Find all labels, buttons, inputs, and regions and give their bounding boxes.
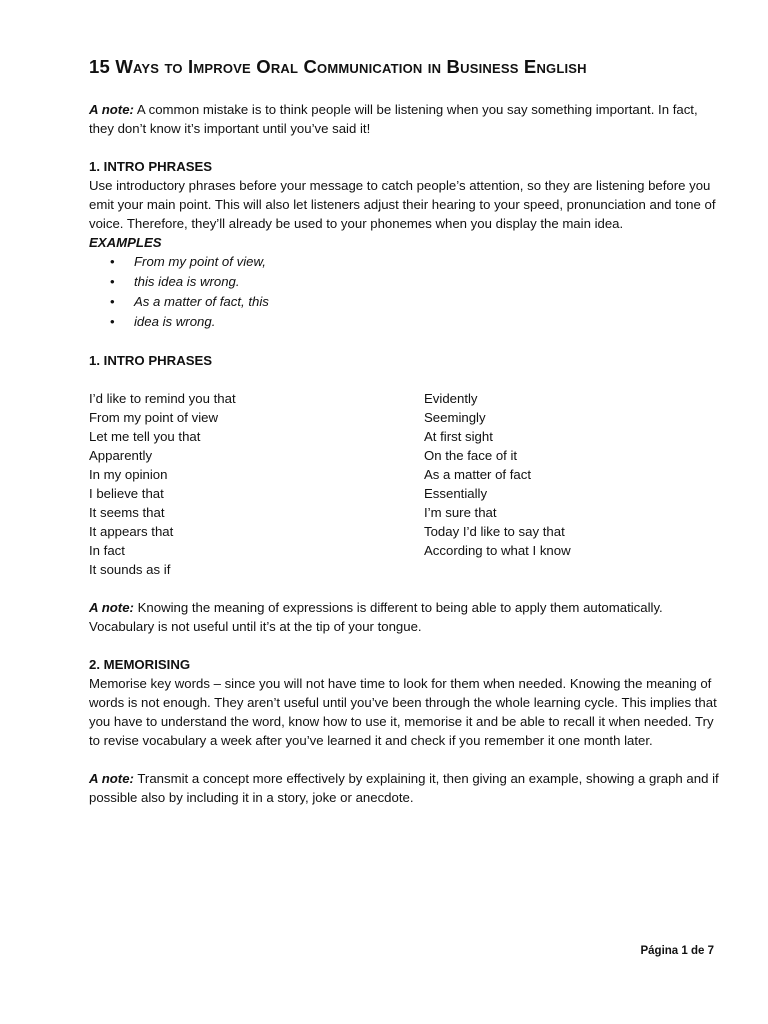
- example-text: this idea is wrong.: [134, 274, 240, 289]
- phrase-item: It sounds as if: [89, 562, 171, 577]
- note-2-text: Knowing the meaning of expressions is different to being able to apply them automatically. Vocabulary is not useful until it’s at the tip of your tongue.: [89, 600, 663, 634]
- list-item: [89, 312, 719, 332]
- list-item: [89, 272, 719, 292]
- phrase-item: Let me tell you that: [89, 429, 201, 444]
- phrase-item: I’m sure that: [424, 505, 497, 520]
- section-1-heading: 1. INTRO PHRASES: [89, 159, 213, 174]
- document-title: 15 Ways to Improve Oral Communication in Business English: [89, 56, 587, 77]
- bullet-icon: •: [110, 294, 115, 309]
- section-1b-heading: 1. INTRO PHRASES: [89, 353, 213, 368]
- examples-label: EXAMPLES: [89, 235, 162, 250]
- intro-phrases-left-column: [89, 389, 424, 579]
- note-1-text: A common mistake is to think people will be listening when you say something important. In fact, they don’t know it’s important until you’ve said it!: [89, 102, 698, 136]
- note-3-text: Transmit a concept more effectively by explaining it, then giving an example, showing a graph and if possible also by including it in a story, joke or anecdote.: [89, 771, 719, 805]
- note-3-label: A note:: [89, 771, 134, 786]
- example-text: As a matter of fact, this: [134, 294, 269, 309]
- section-2-heading: 2. MEMORISING: [89, 657, 191, 672]
- phrase-item: According to what I know: [424, 543, 571, 558]
- phrase-item: It appears that: [89, 524, 174, 539]
- list-item: [89, 292, 719, 312]
- note-2-label: A note:: [89, 600, 134, 615]
- bullet-icon: •: [110, 314, 115, 329]
- phrase-item: Seemingly: [424, 410, 486, 425]
- phrase-item: I believe that: [89, 486, 164, 501]
- phrase-item: In fact: [89, 543, 125, 558]
- list-item: [89, 252, 719, 272]
- document-page: [89, 56, 719, 807]
- example-text: From my point of view,: [134, 254, 266, 269]
- example-text: idea is wrong.: [134, 314, 216, 329]
- phrase-item: Today I’d like to say that: [424, 524, 565, 539]
- page-number: Página 1 de 7: [640, 945, 714, 957]
- phrase-item: From my point of view: [89, 410, 218, 425]
- phrase-item: It seems that: [89, 505, 165, 520]
- phrase-item: On the face of it: [424, 448, 518, 463]
- intro-phrases-right-column: [424, 389, 719, 579]
- phrase-item: Apparently: [89, 448, 153, 463]
- note-2: [89, 598, 719, 636]
- bullet-icon: •: [110, 254, 115, 269]
- section-2-body: Memorise key words – since you will not have time to look for them when needed. Knowing the meaning of words is not enough. They aren’t useful until you’ve been through the whole learning cycle. This implies that you have to understand the word, know how to use it, memorise it and be able to recall it when needed. Try to revise vocabulary a week after you’ve learned it and check if you remember it one month later.: [89, 676, 717, 748]
- note-1: [89, 100, 719, 138]
- examples-list: [89, 252, 719, 332]
- note-3: [89, 769, 719, 807]
- phrase-item: As a matter of fact: [424, 467, 532, 482]
- section-1-body: Use introductory phrases before your message to catch people’s attention, so they are listening before you emit your main point. This will also let listeners adjust their hearing to your speed, pronunciation and tone of voice. Therefore, they’ll already be used to your phonemes when you display the main idea.: [89, 178, 716, 231]
- intro-phrases-columns: [89, 389, 719, 579]
- bullet-icon: •: [110, 274, 115, 289]
- phrase-item: Essentially: [424, 486, 488, 501]
- note-1-label: A note:: [89, 102, 134, 117]
- phrase-item: Evidently: [424, 391, 478, 406]
- phrase-item: At first sight: [424, 429, 493, 444]
- phrase-item: In my opinion: [89, 467, 168, 482]
- phrase-item: I’d like to remind you that: [89, 391, 236, 406]
